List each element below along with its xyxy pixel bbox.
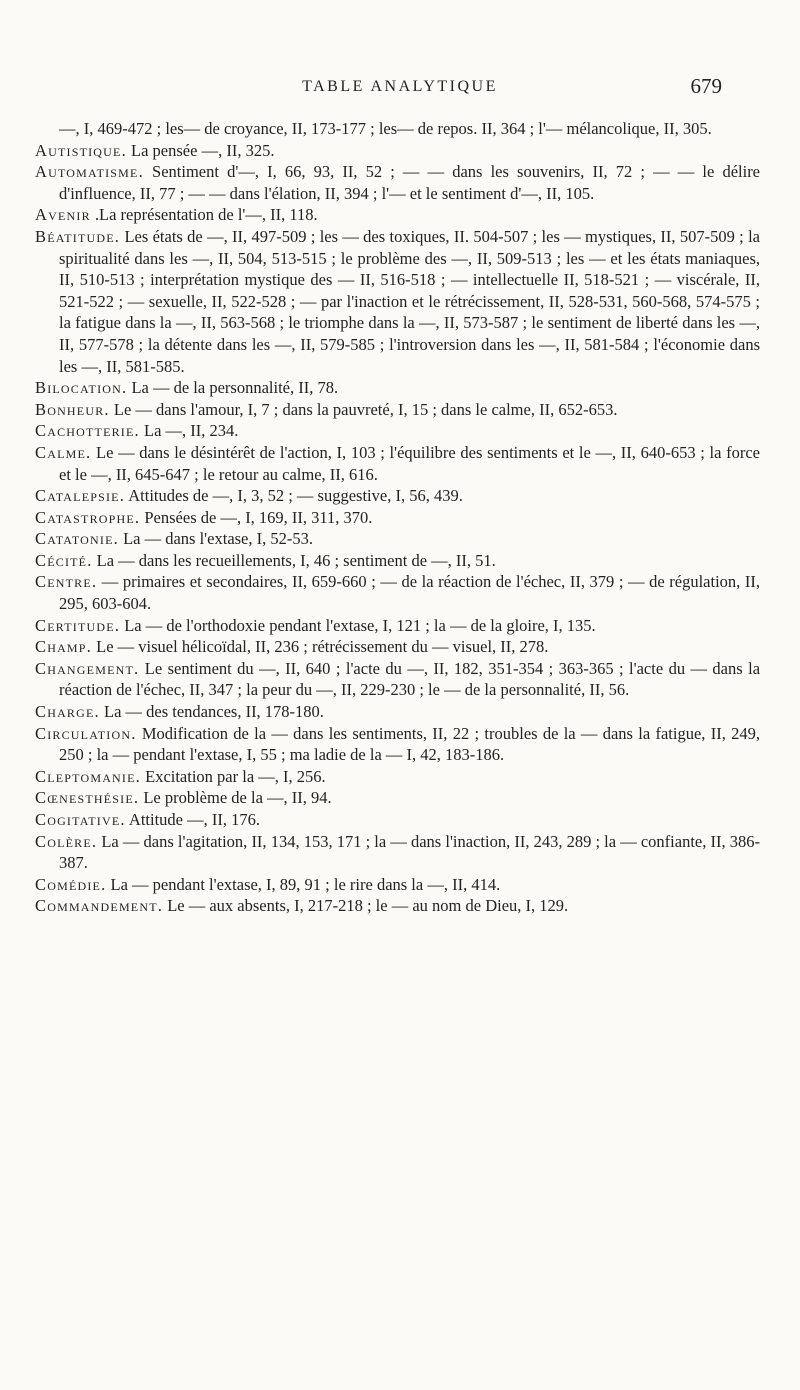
entry-headword: Bonheur. — [35, 399, 110, 419]
entry-text: Le — dans l'amour, I, 7 ; dans la pauvreté, I, 15 ; dans le calme, II, 652-653. — [113, 399, 618, 419]
entry-headword: Champ. — [35, 637, 93, 657]
entry-text: La — de l'orthodoxie pendant l'extase, I, 121 ; la — de la gloire, I, 135. — [124, 615, 596, 635]
entry-text: La — dans l'extase, I, 52-53. — [123, 529, 313, 549]
index-entry — [35, 766, 760, 788]
entry-headword: Avenir — [35, 205, 91, 225]
entry-headword: Béatitude. — [35, 226, 121, 246]
entry-text: Le — aux absents, I, 217-218 ; le — au nom de Dieu, I, 129. — [167, 896, 569, 916]
index-entry — [35, 723, 760, 766]
running-head: TABLE ANALYTIQUE — [302, 78, 498, 95]
entry-headword: Cœnesthésie. — [35, 788, 140, 808]
entry-headword: Circulation. — [35, 723, 137, 743]
index-entry — [35, 507, 760, 529]
index-entry — [35, 787, 760, 809]
entry-headword: Cécité. — [35, 550, 93, 570]
index-entries — [35, 118, 760, 917]
index-entry — [35, 204, 760, 226]
entry-headword: Automatisme. — [35, 162, 144, 182]
page-number: 679 — [690, 74, 722, 98]
entry-text: Attitudes de —, I, 3, 52 ; — suggestive, I, 56, 439. — [128, 486, 463, 506]
index-entry — [35, 895, 760, 917]
index-entry — [35, 420, 760, 442]
index-entry — [35, 161, 760, 204]
entry-text: Excitation par la —, I, 256. — [145, 766, 326, 786]
page-header — [0, 74, 800, 106]
entry-text: — primaires et secondaires, II, 659-660 ; — de la réaction de l'échec, II, 379 ; — de régulation, II, 295, 603-604. — [59, 572, 761, 614]
entry-headword: Colère. — [35, 831, 98, 851]
entry-headword: Certitude. — [35, 615, 121, 635]
index-entry — [35, 528, 760, 550]
entry-text: Les états de —, II, 497-509 ; les — des toxiques, II. 504-507 ; les — mystiques, II, 507-509 ; la spiritualité dans les —, II, 504, 513-515 ; le problème des —, II, 509-513 ; les — et les états maniaques, II, 510-513 ; interprétation mystique des — II, 516-518 ; — intellectuelle II, 518-521 ; — viscérale, II, 521-522 ; — sexuelle, II, 522-528 ; — par l'inaction et le rétrécissement, II, 528-531, 560-568, 574-575 ; la fatigue dans la —, II, 563-568 ; le triomphe dans la —, II, 573-587 ; le sentiment de liberté dans les —, II, 577-578 ; la détente dans les —, II, 579-585 ; l'introversion dans les —, II, 581-584 ; l'économie dans les —, II, 581-585. — [59, 226, 760, 376]
index-entry — [35, 636, 760, 658]
index-entry — [35, 701, 760, 723]
entry-headword: Catastrophe. — [35, 507, 141, 527]
entry-text: Le sentiment du —, II, 640 ; l'acte du —, II, 182, 351-354 ; 363-365 ; l'acte du — dans la réaction de l'échec, II, 347 ; la peur du —, II, 229-230 ; le — de la personnalité, II, 56. — [59, 658, 761, 700]
entry-text: Le problème de la —, II, 94. — [143, 788, 332, 808]
entry-text: La pensée —, II, 325. — [131, 140, 275, 160]
index-entry — [35, 831, 760, 874]
entry-headword: Catatonie. — [35, 529, 119, 549]
entry-headword: Cleptomanie. — [35, 766, 141, 786]
entry-headword: Commandement. — [35, 896, 164, 916]
entry-text: La — des tendances, II, 178-180. — [104, 702, 324, 722]
index-entry — [35, 550, 760, 572]
index-entry — [35, 571, 760, 614]
entry-text: Modification de la — dans les sentiments, II, 22 ; troubles de la — dans la fatigue, II, 249, 250 ; la — pendant l'extase, I, 55 ; ma ladie de la — I, 42, 183-186. — [59, 723, 760, 765]
entry-text: Pensées de —, I, 169, II, 311, 370. — [144, 507, 373, 527]
entry-headword: Catalepsie. — [35, 486, 126, 506]
index-entry — [35, 226, 760, 377]
entry-text: Attitude —, II, 176. — [128, 810, 260, 829]
entry-text: La —, II, 234. — [143, 421, 239, 441]
entry-headword: Centre. — [35, 572, 98, 592]
index-entry — [35, 442, 760, 485]
entry-text: Le — visuel hélicoïdal, II, 236 ; rétrécissement du — visuel, II, 278. — [96, 637, 549, 657]
entry-headword: Cachotterie. — [35, 421, 140, 441]
index-entry — [35, 399, 760, 421]
entry-headword: Comédie. — [35, 874, 107, 894]
index-entry — [35, 377, 760, 399]
entry-text: La — dans l'agitation, II, 134, 153, 171 ; la — dans l'inaction, II, 243, 289 ; la — confiante, II, 386-387. — [59, 831, 760, 873]
entry-text: Sentiment d'—, I, 66, 93, II, 52 ; — — dans les souvenirs, II, 72 ; — — le délire d'influence, II, 77 ; — — dans l'élation, II, 394 ; l'— et le sentiment d'—, II, 105. — [59, 162, 761, 203]
entry-headword: Charge. — [35, 702, 100, 722]
entry-headword: Autistique. — [35, 140, 127, 160]
entry-text: —, I, 469-472 ; les— de croyance, II, 173-177 ; les— de repos. II, 364 ; l'— mélancolique, II, 305. — [59, 119, 712, 138]
entry-text: La — pendant l'extase, I, 89, 91 ; le rire dans la —, II, 414. — [110, 874, 501, 894]
entry-text: Le — dans le désintérêt de l'action, I, 103 ; l'équilibre des sentiments et le —, II, 640-653 ; la force et le —, II, 645-647 ; le retour au calme, II, 616. — [59, 442, 761, 484]
entry-text: La — de la personnalité, II, 78. — [131, 378, 339, 398]
entry-headword: Cogitative. — [35, 810, 126, 829]
entry-text: .La représentation de l'—, II, 118. — [94, 205, 318, 225]
index-entry — [35, 809, 760, 831]
entry-text: La — dans les recueillements, I, 46 ; sentiment de —, II, 51. — [96, 550, 496, 570]
index-entry — [35, 118, 760, 140]
index-entry — [35, 615, 760, 637]
entry-headword: Changement. — [35, 658, 140, 678]
index-entry — [35, 140, 760, 162]
entry-headword: Bilocation. — [35, 378, 128, 398]
index-entry — [35, 874, 760, 896]
index-entry — [35, 658, 760, 701]
index-entry — [35, 485, 760, 507]
entry-headword: Calme. — [35, 442, 92, 462]
